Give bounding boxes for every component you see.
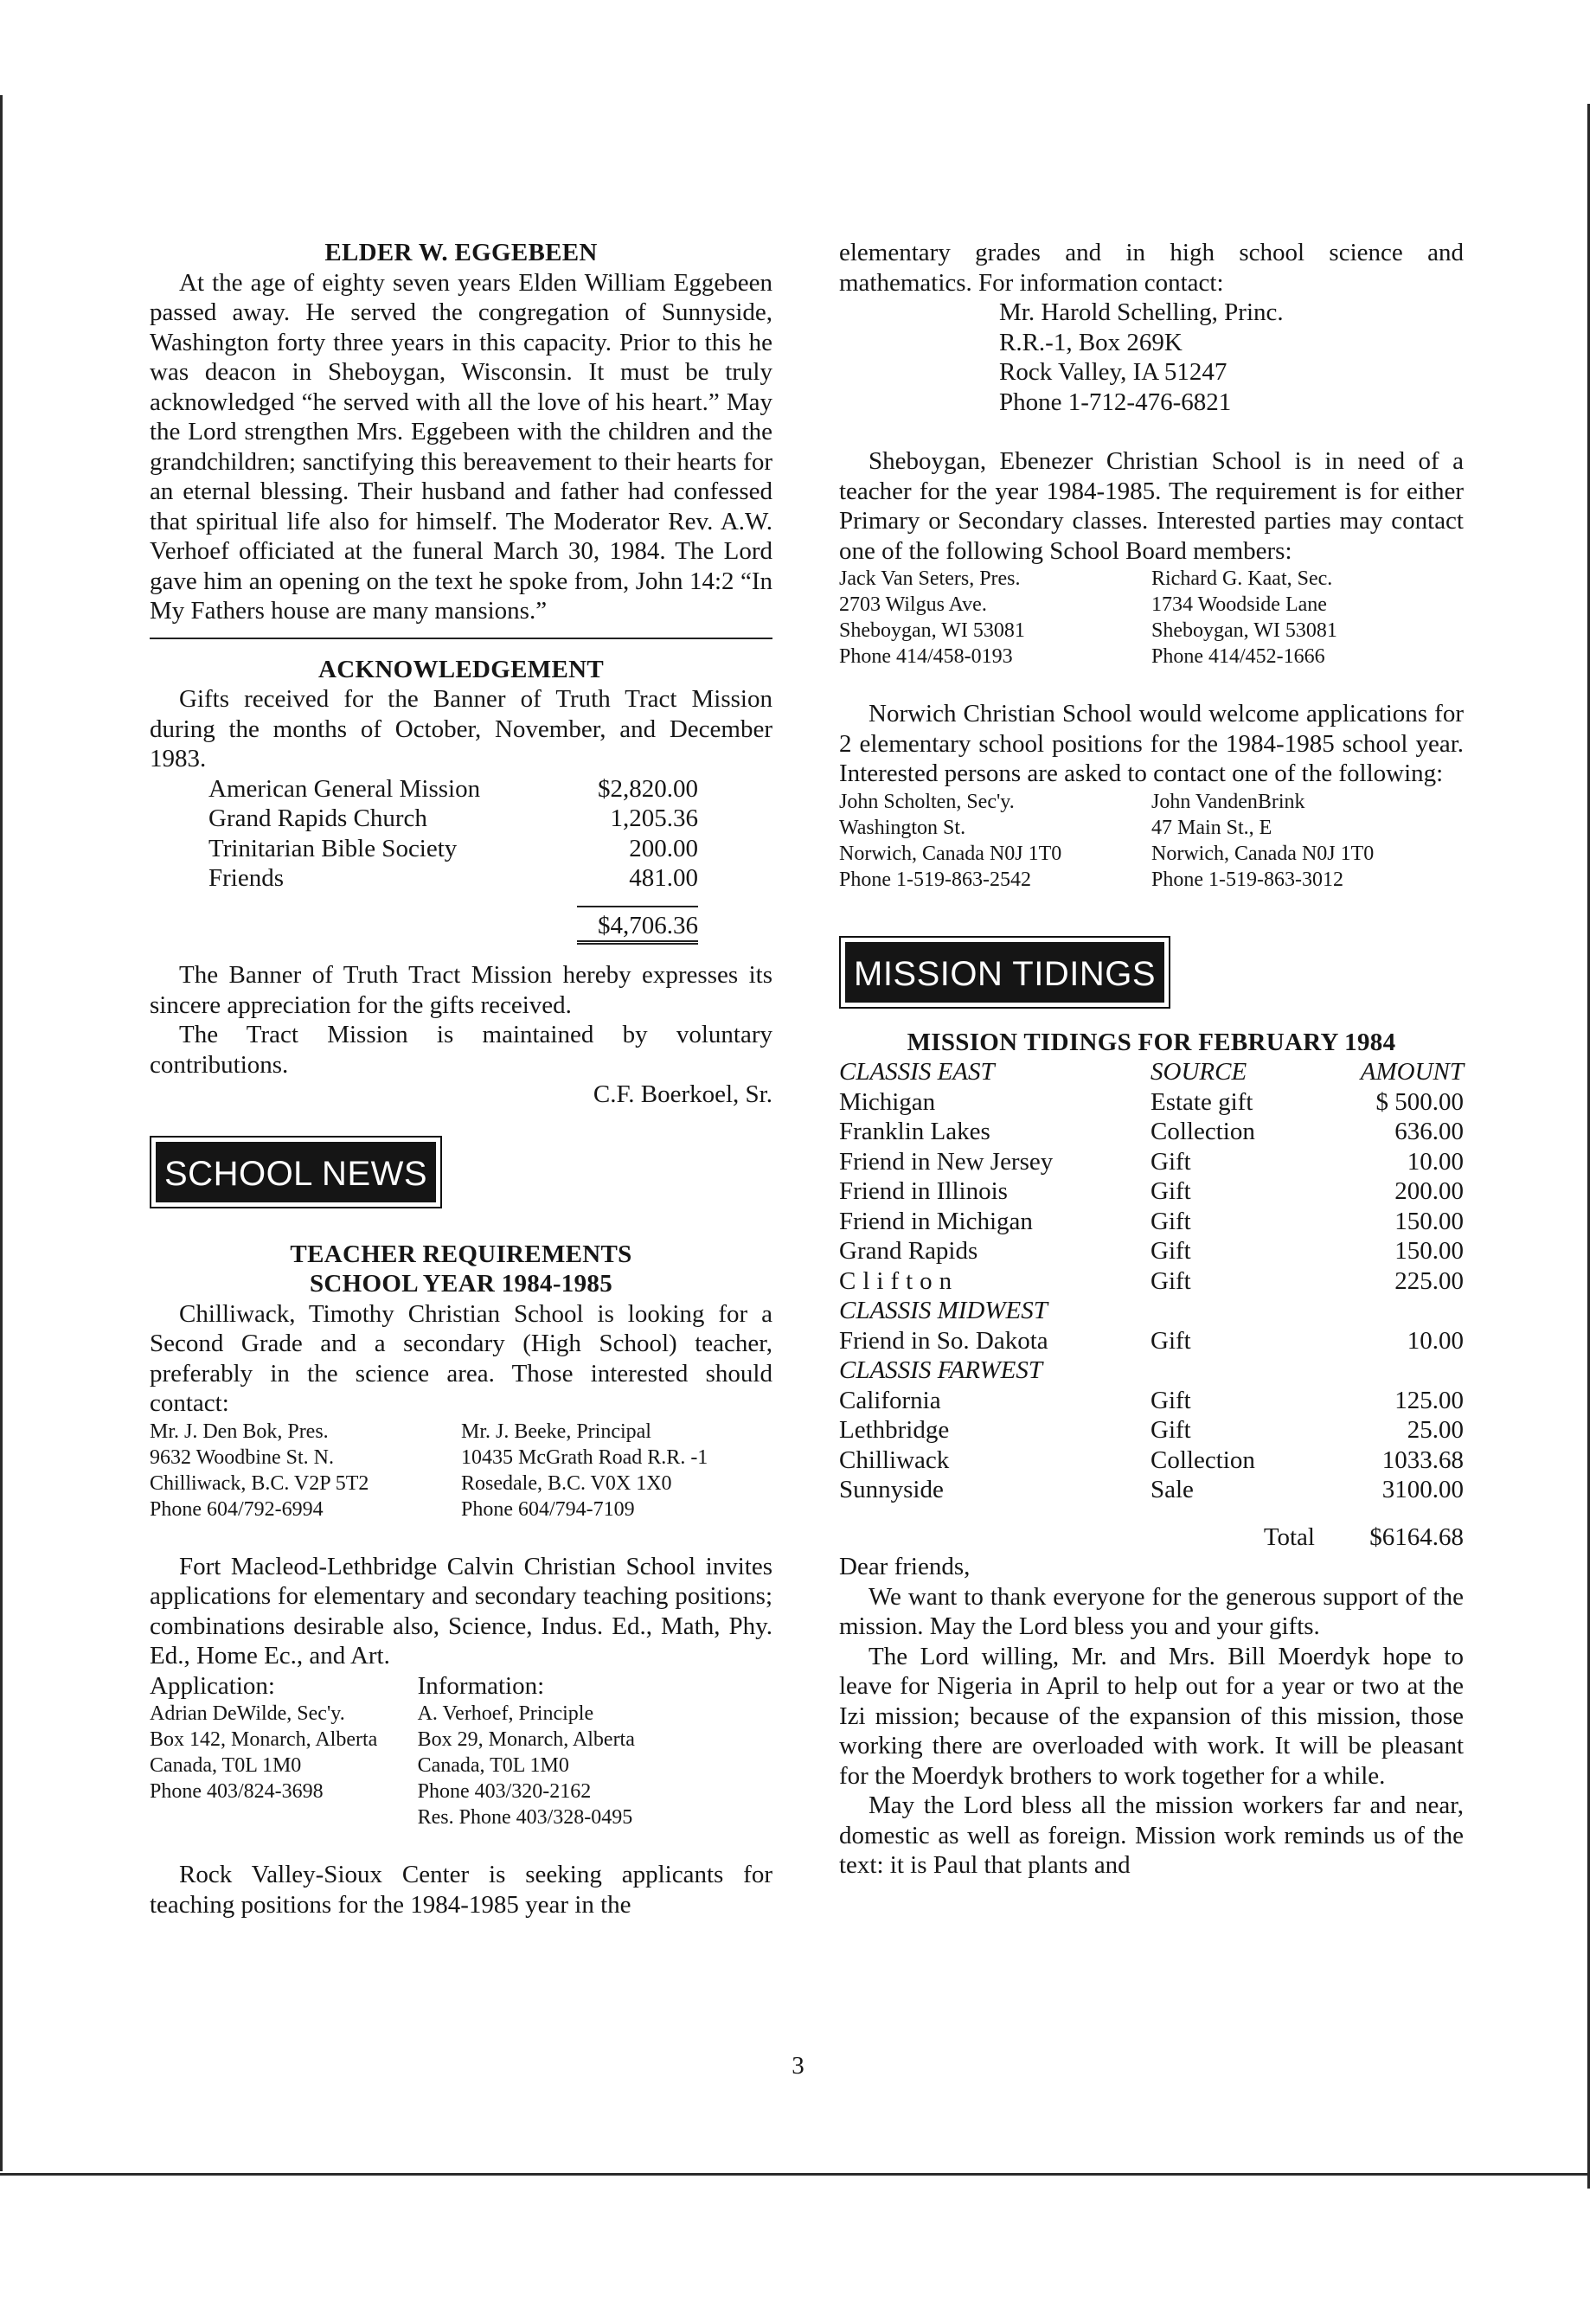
table-row (839, 1266, 1464, 1297)
contact-card (839, 789, 1151, 893)
source-cell: Collection (1151, 1118, 1255, 1145)
table-row (839, 1117, 1464, 1147)
place-cell: Friend in Illinois (839, 1177, 1008, 1205)
letter-paragraph: We want to thank everyone for the generous support of the mission. May the Lord bless you and your gifts. (839, 1582, 1464, 1640)
letter-salutation: Dear friends, (839, 1553, 971, 1580)
contact-phone: Phone 604/792-6994 (150, 1497, 324, 1521)
contact-city: Sheboygan, WI 53081 (839, 619, 1025, 642)
classis-farwest-heading: CLASSIS FARWEST (839, 1356, 1042, 1384)
contact-name: A. Verhoef, Principle (417, 1702, 594, 1725)
table-row (839, 1236, 1464, 1266)
information-heading: Information: (417, 1671, 545, 1700)
contact-city: Sheboygan, WI 53081 (1151, 619, 1337, 642)
place-cell: Friend in Michigan (839, 1207, 1033, 1235)
contact-city: Canada, T0L 1M0 (150, 1754, 302, 1777)
total-amount: $6164.68 (1369, 1522, 1464, 1551)
contact-name: Mr. Harold Schelling, Princ. (999, 298, 1284, 326)
table-row (839, 1445, 1464, 1476)
source-cell: Gift (1151, 1266, 1191, 1295)
acknowledgement-title: ACKNOWLEDGEMENT (318, 655, 604, 683)
contact-card (1151, 789, 1464, 893)
amount-heading: AMOUNT (1360, 1058, 1464, 1086)
amount-cell: 1033.68 (1381, 1445, 1464, 1474)
mission-gifts-table (839, 1057, 1464, 1552)
place-cell: Sunnyside (839, 1476, 944, 1503)
place-cell: Friend in New Jersey (839, 1147, 1054, 1176)
contact-address: Washington St. (839, 816, 966, 839)
source-cell: Sale (1151, 1476, 1194, 1503)
amount-cell: 150.00 (1394, 1237, 1464, 1265)
source-cell: Gift (1151, 1386, 1191, 1414)
sheboygan-contacts (839, 566, 1464, 670)
gift-total-row (208, 906, 698, 945)
contact-city: Norwich, Canada N0J 1T0 (1151, 842, 1375, 865)
contact-card (839, 566, 1151, 670)
section-divider (150, 638, 772, 639)
contact-address: 47 Main St., E (1151, 816, 1272, 839)
contact-phone: Phone 403/824-3698 (150, 1780, 324, 1803)
gift-amount: 200.00 (629, 834, 698, 862)
contact-phone: Phone 1-519-863-3012 (1151, 868, 1343, 891)
contact-card (418, 1701, 772, 1830)
chilliwack-contacts (150, 1419, 772, 1522)
obituary-title: ELDER W. EGGEBEEN (324, 239, 598, 266)
gift-amount: 481.00 (629, 864, 698, 892)
amount-cell: $ 500.00 (1375, 1087, 1464, 1116)
page-number: 3 (792, 2052, 804, 2080)
contact-card (150, 1419, 461, 1522)
amount-cell: 10.00 (1407, 1147, 1464, 1176)
total-label: Total (1263, 1522, 1315, 1551)
amount-cell: 3100.00 (1381, 1476, 1464, 1503)
contact-phone: Phone 414/452-1666 (1151, 645, 1325, 668)
contact-address: 1734 Woodside Lane (1151, 593, 1327, 616)
source-cell: Collection (1151, 1445, 1255, 1474)
obituary-body: At the age of eighty seven years Elden William Eggebeen passed away. He served the congregation of Sunnyside, Washington forty three years in this capacity. Prior to this he was deacon in Sheboygan, Wisconsin. It must be truly acknowledged “he served with all the love of his heart.” May the Lord strengthen Mrs. Eggebeen with the children and the grandchildren; sanctifying this bereavement to their hearts for an eternal blessing. Their husband and father had confessed that spiritual life also for himself. The Moderator Rev. A.W. Verhoef officiated at the funeral March 30, 1984. The Lord gave him an opening on the text he spoke from, John 14:2 “In My Fathers house are many mansions.” (150, 268, 772, 625)
rock-valley-notice-continued: elementary grades and in high school science and mathematics. For information contact: (839, 239, 1464, 297)
school-news-banner (150, 1136, 442, 1208)
mission-tidings-banner (839, 936, 1170, 1009)
gift-name: Grand Rapids Church (208, 804, 427, 832)
table-header-row (839, 1057, 1464, 1087)
amount-cell: 125.00 (1394, 1386, 1464, 1414)
page-edge-right (1587, 104, 1590, 2189)
classis-heading-row (839, 1296, 1464, 1326)
contact-address: 2703 Wilgus Ave. (839, 593, 987, 616)
table-row (839, 1176, 1464, 1207)
classis-heading-row (839, 1356, 1464, 1386)
place-cell: California (839, 1386, 941, 1414)
gift-row (208, 804, 698, 834)
school-year-title: SCHOOL YEAR 1984-1985 (309, 1270, 613, 1298)
contact-address: Box 142, Monarch, Alberta (150, 1728, 378, 1751)
contact-phone: Phone 403/320-2162 (417, 1780, 592, 1803)
contact-address: 9632 Woodbine St. N. (150, 1445, 334, 1469)
amount-cell: 200.00 (1394, 1177, 1464, 1205)
gift-row (208, 774, 698, 804)
table-row (839, 1326, 1464, 1356)
acknowledgement-signature: C.F. Boerkoel, Sr. (593, 1080, 772, 1108)
contact-phone: Phone 1-712-476-6821 (999, 388, 1232, 416)
contact-address: 10435 McGrath Road R.R. -1 (461, 1445, 708, 1469)
source-cell: Estate gift (1151, 1087, 1253, 1116)
contact-card (150, 1701, 418, 1830)
contact-city: Canada, T0L 1M0 (417, 1754, 569, 1777)
teacher-requirements-title: TEACHER REQUIREMENTS (290, 1240, 632, 1268)
gift-name: American General Mission (208, 774, 481, 803)
gift-name: Trinitarian Bible Society (208, 834, 458, 862)
table-row (839, 1147, 1464, 1177)
gift-list (208, 774, 698, 945)
contact-city: Rosedale, B.C. V0X 1X0 (461, 1471, 672, 1495)
mission-tidings-banner-text: MISSION TIDINGS (845, 942, 1164, 1003)
contact-name: John VandenBrink (1151, 790, 1305, 813)
amount-cell: 225.00 (1394, 1266, 1464, 1295)
table-row (839, 1415, 1464, 1445)
place-cell: Lethbridge (839, 1416, 950, 1444)
amount-cell: 150.00 (1394, 1207, 1464, 1235)
gift-name: Friends (208, 864, 284, 892)
rock-valley-contact (999, 298, 1464, 417)
source-cell: Gift (1151, 1177, 1191, 1205)
gift-row (208, 863, 698, 894)
contact-name: Mr. J. Den Bok, Pres. (150, 1420, 329, 1443)
contact-card (1151, 566, 1464, 670)
amount-cell: 636.00 (1394, 1118, 1464, 1145)
right-column (839, 238, 1464, 1881)
gift-amount: 1,205.36 (610, 804, 698, 832)
teacher-requirements-section (150, 1240, 772, 1920)
acknowledgement-thanks: The Banner of Truth Tract Mission hereby expresses its sincere appreciation for the gifts received. (150, 961, 772, 1019)
table-row (839, 1386, 1464, 1416)
chilliwack-notice: Chilliwack, Timothy Christian School is looking for a Second Grade and a secondary (High School) teacher, preferably in the science area. Those interested should contact: (150, 1299, 772, 1417)
contact-phone: Phone 604/794-7109 (461, 1497, 635, 1521)
place-cell: Chilliwack (839, 1445, 950, 1474)
place-cell: Clifton (839, 1266, 959, 1295)
contact-city: Chilliwack, B.C. V2P 5T2 (150, 1471, 369, 1495)
mission-tidings-section (839, 1028, 1464, 1881)
amount-cell: 10.00 (1407, 1326, 1464, 1355)
contact-name: Richard G. Kaat, Sec. (1151, 567, 1333, 590)
page-edge-left (0, 95, 3, 2171)
letter-paragraph: May the Lord bless all the mission workers far and near, domestic as well as foreign. Mission work reminds us of the text: it is Paul that plants and (839, 1791, 1464, 1879)
left-column (150, 238, 772, 1920)
gift-total: $4,706.36 (577, 906, 698, 945)
source-heading: SOURCE (1151, 1058, 1247, 1086)
source-cell: Gift (1151, 1207, 1191, 1235)
norwich-notice: Norwich Christian School would welcome applications for 2 elementary school positions for the 1984-1985 school year. Interested persons are asked to contact one of the following: (839, 700, 1464, 787)
classis-midwest-heading: CLASSIS MIDWEST (839, 1297, 1048, 1324)
macleod-contacts (150, 1701, 772, 1830)
contact-name: Jack Van Seters, Pres. (839, 567, 1021, 590)
acknowledgement-maintained: The Tract Mission is maintained by voluntary contributions. (150, 1021, 772, 1079)
contact-name: Mr. J. Beeke, Principal (461, 1420, 651, 1443)
source-cell: Gift (1151, 1147, 1191, 1176)
place-cell: Michigan (839, 1087, 936, 1116)
acknowledgement-section (150, 655, 772, 1110)
letter-paragraph: The Lord willing, Mr. and Mrs. Bill Moerdyk hope to leave for Nigeria in April to help out for a year or two at the Izi mission; because of the expansion of this mission, those working there are overloaded with work. It will be pleasant for the Moerdyk brothers to work together for a while. (839, 1642, 1464, 1790)
table-row (839, 1087, 1464, 1118)
macleod-notice: Fort Macleod-Lethbridge Calvin Christian School invites applications for elementary and secondary teaching positions; combinations desirable also, Science, Indus. Ed., Math, Phy. Ed., Home Ec., and Art. (150, 1552, 772, 1670)
contact-card (461, 1419, 772, 1522)
contact-city: Rock Valley, IA 51247 (999, 358, 1227, 386)
macleod-headings (150, 1671, 772, 1702)
classis-east-heading: CLASSIS EAST (839, 1058, 995, 1086)
place-cell: Friend in So. Dakota (839, 1326, 1048, 1355)
table-row (839, 1475, 1464, 1505)
place-cell: Grand Rapids (839, 1237, 978, 1265)
contact-phone: Phone 414/458-0193 (839, 645, 1013, 668)
contact-address: R.R.-1, Box 269K (999, 328, 1183, 356)
application-heading: Application: (150, 1671, 275, 1700)
contact-name: Adrian DeWilde, Sec'y. (150, 1702, 345, 1725)
table-row (839, 1207, 1464, 1237)
contact-phone-residence: Res. Phone 403/328-0495 (417, 1806, 633, 1829)
contact-name: John Scholten, Sec'y. (839, 790, 1015, 813)
amount-cell: 25.00 (1407, 1416, 1464, 1444)
page-edge-bottom (0, 2173, 1590, 2176)
acknowledgement-intro: Gifts received for the Banner of Truth Tract Mission during the months of October, November, and December 1983. (150, 685, 772, 772)
contact-address: Box 29, Monarch, Alberta (417, 1728, 635, 1751)
total-row (839, 1505, 1464, 1553)
school-news-banner-text: SCHOOL NEWS (156, 1142, 436, 1202)
sheboygan-notice: Sheboygan, Ebenezer Christian School is in need of a teacher for the year 1984-1985. The requirement is for either Primary or Secondary classes. Interested parties may contact one of the following School Board members: (839, 447, 1464, 565)
source-cell: Gift (1151, 1237, 1191, 1265)
contact-phone: Phone 1-519-863-2542 (839, 868, 1031, 891)
source-cell: Gift (1151, 1416, 1191, 1444)
gift-row (208, 834, 698, 864)
contact-city: Norwich, Canada N0J 1T0 (839, 842, 1062, 865)
obituary-section (150, 238, 772, 626)
source-cell: Gift (1151, 1326, 1191, 1355)
gift-amount: $2,820.00 (598, 774, 698, 803)
mission-tidings-title: MISSION TIDINGS FOR FEBRUARY 1984 (907, 1028, 1396, 1056)
place-cell: Franklin Lakes (839, 1118, 990, 1145)
rock-valley-notice: Rock Valley-Sioux Center is seeking applicants for teaching positions for the 1984-1985 year in the (150, 1861, 772, 1919)
norwich-contacts (839, 789, 1464, 893)
